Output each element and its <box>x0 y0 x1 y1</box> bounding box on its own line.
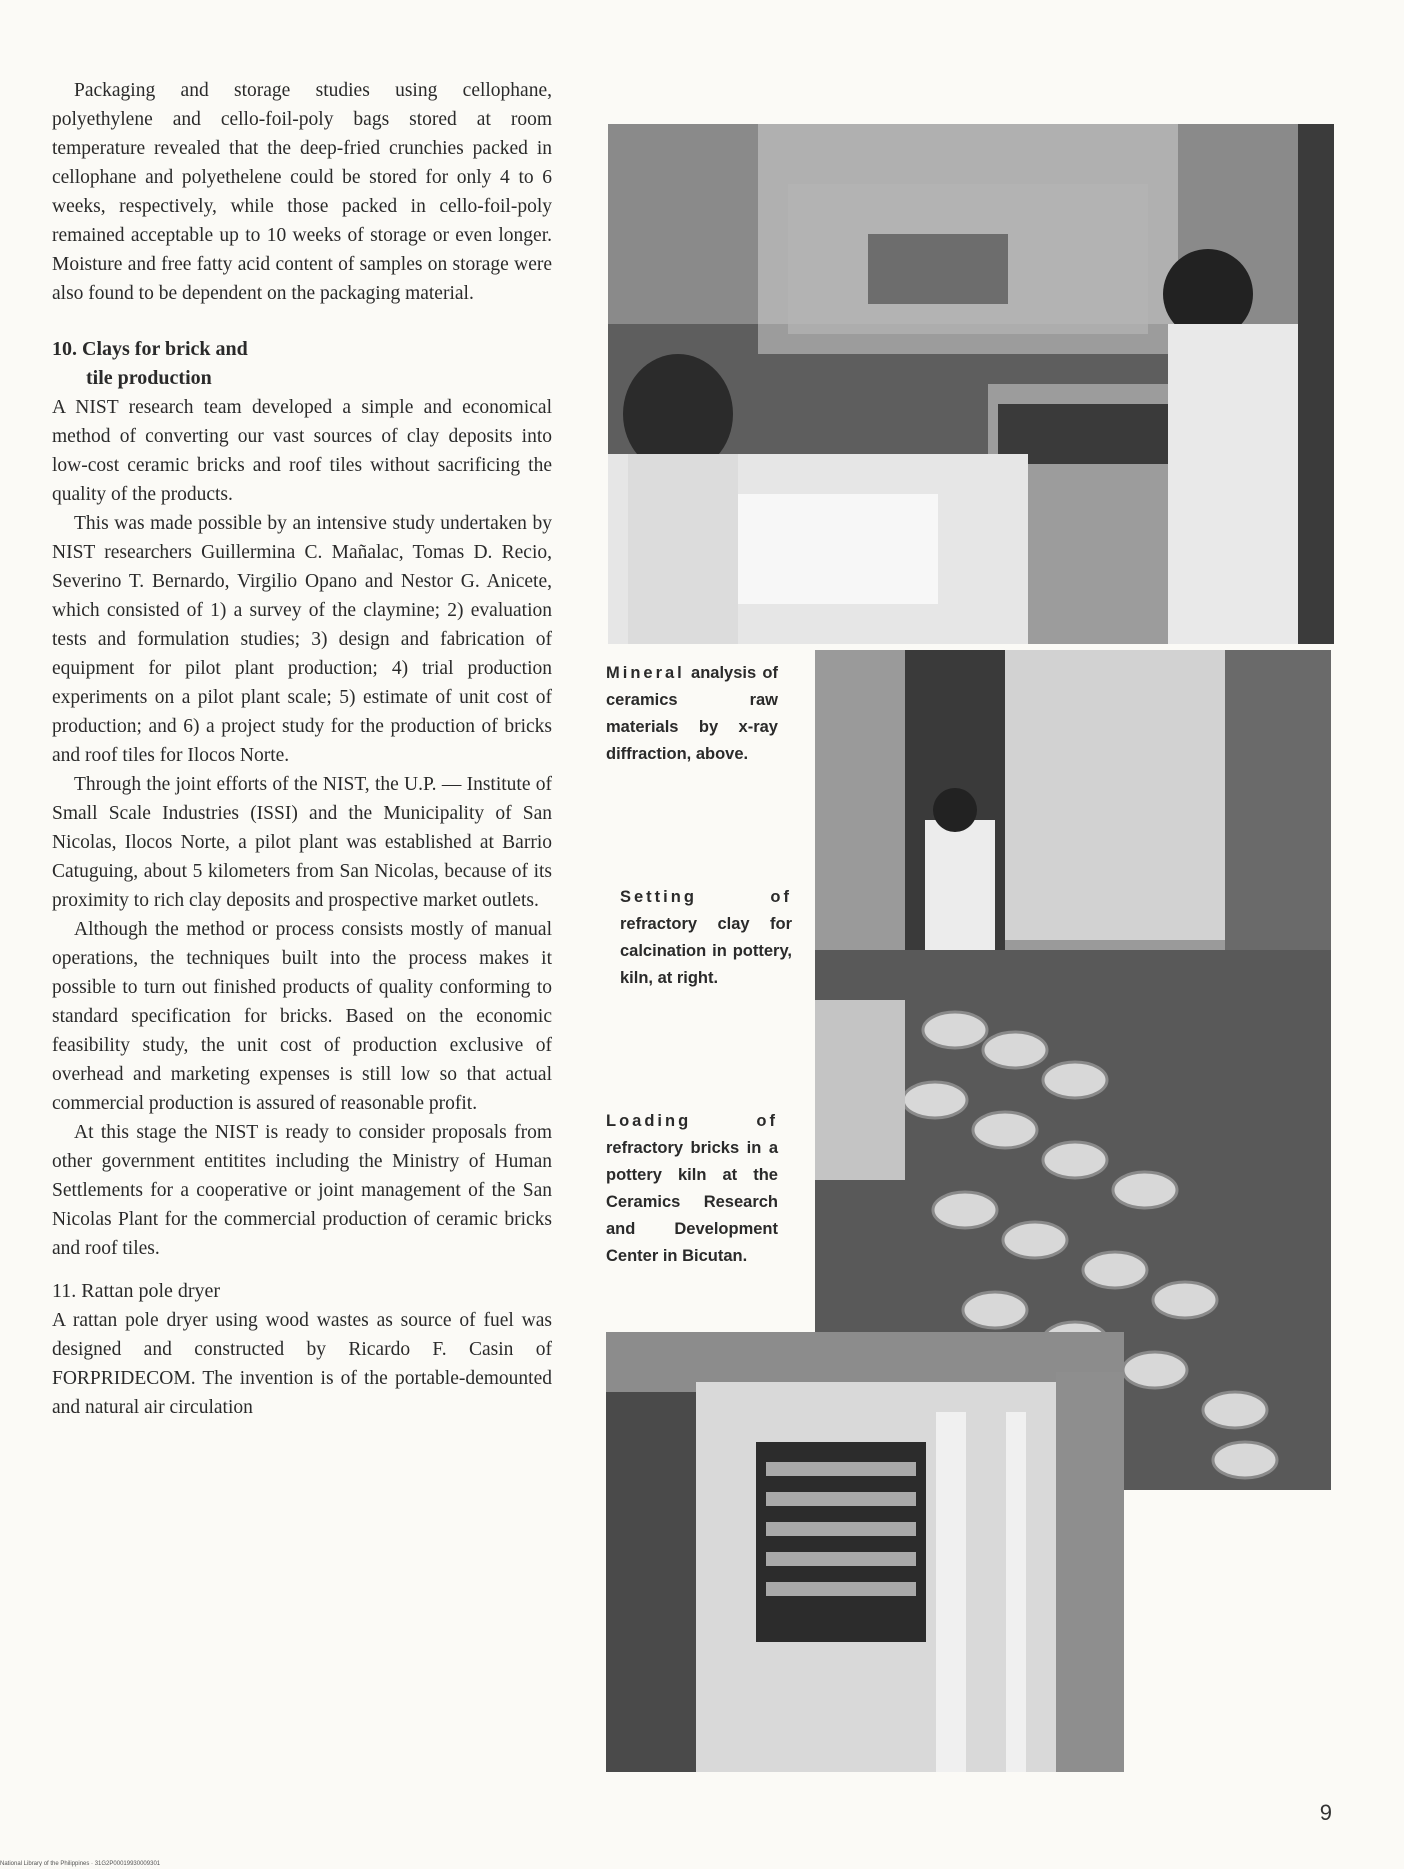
paragraph-rattan: A rattan pole dryer using wood wastes as source of fuel was designed and constructed by Ricardo F. Casin of FORPRIDECOM. The invention is of the portable-demounted and natural air circulation <box>52 1310 552 1418</box>
section-10-title-line1: Clays for brick and <box>82 338 248 360</box>
caption-mineral-analysis: Mineral analysis of ceramics raw materials by x-ray diffraction, above. <box>606 664 778 763</box>
paragraph-nist-team: A NIST research team developed a simple and economical method of converting our vast sources of clay deposits into low-cost ceramic bricks and roof tiles without sacrificing the quality of the products. <box>52 397 552 505</box>
section-10-title-line2: tile production <box>86 367 212 389</box>
article-text-column <box>52 76 552 1422</box>
caption-loading-bricks: Loading of refractory bricks in a pottery kiln at the Ceramics Research and Development Center in Bicutan. <box>606 1112 778 1265</box>
section-11-heading: 11. Rattan pole dryer <box>52 1280 221 1302</box>
paragraph-stage: At this stage the NIST is ready to consider proposals from other government entitites including the Ministry of Human Settlements for a cooperative or joint management of the San Nicolas Plant for the commercial production of ceramic bricks and roof tiles. <box>52 1122 552 1259</box>
photo-brick-kiln <box>606 1332 1124 1772</box>
paragraph-study: This was made possible by an intensive study undertaken by NIST researchers Guillermina C. Mañalac, Tomas D. Recio, Severino T. Bernardo, Virgilio Opano and Nestor G. Anicete, which consisted of 1) a survey of the claymine; 2) evaluation tests and formulation studies; 3) design and fabrication of equipment for pilot plant production; 4) trial production experiments on a pilot plant scale; 5) estimate of unit cost of production; and 6) a project study for the production of bricks and roof tiles for Ilocos Norte. <box>52 513 552 766</box>
section-10-heading <box>52 335 552 393</box>
page-number: 9 <box>1319 1800 1332 1825</box>
paragraph-packaging: Packaging and storage studies using cellophane, polyethylene and cello-foil-poly bags stored at room temperature revealed that the deep-fried crunchies packed in cellophane and polyethelene could be stored for only 4 to 6 weeks, respectively, while those packed in cello-foil-poly remained acceptable up to 10 weeks of storage or even longer. Moisture and free fatty acid content of samples on storage were also found to be dependent on the packaging material. <box>52 80 552 304</box>
caption-setting-clay: Setting of refractory clay for calcination in pottery, kiln, at right. <box>620 888 792 987</box>
paragraph-method: Although the method or process consists mostly of manual operations, the techniques built into the process makes it possible to turn out finished products of quality conforming to standard specification for bricks. Based on the economic feasibility study, the unit cost of production exclusive of overhead and marketing expenses is still low so that actual commercial production is assured of reasonable profit. <box>52 919 552 1114</box>
footer-library-note: National Library of the Philippines · 31G2P00019930009301 <box>0 1861 161 1867</box>
paragraph-joint-efforts: Through the joint efforts of the NIST, the U.P. — Institute of Small Scale Industries (ISSI) and the Municipality of San Nicolas, Ilocos Norte, a pilot plant was established at Barrio Catuguing, about 5 kilometers from San Nicolas, because of its proximity to rich clay deposits and prospective market outlets. <box>52 774 552 911</box>
section-10-number: 10. <box>52 338 77 360</box>
photo-lab-xray <box>608 124 1334 644</box>
